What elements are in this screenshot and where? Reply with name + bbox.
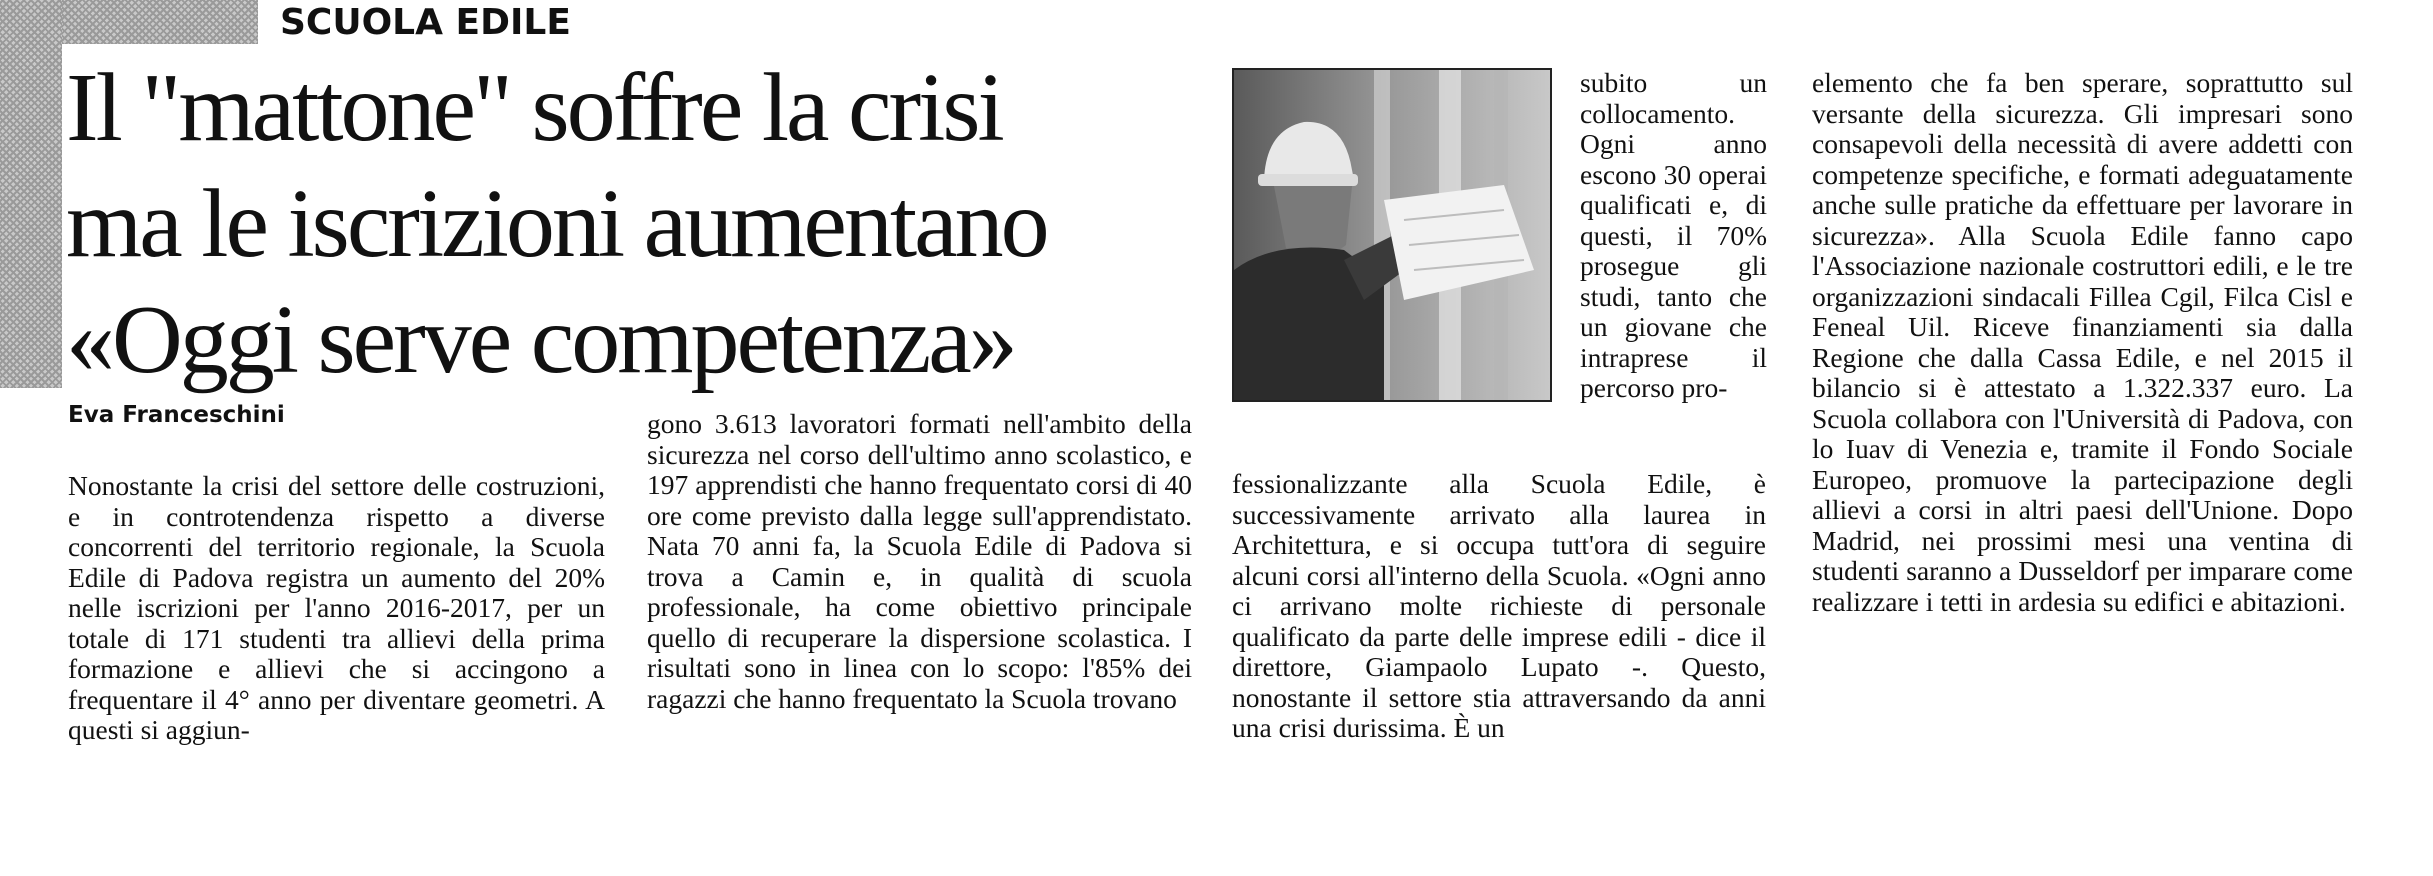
headline bbox=[66, 50, 1206, 398]
column-3-bottom-text: fessionalizzante alla Scuola Edile, è successivamente arrivato alla laurea in Architettura, e si occupa tutt'ora di seguire alcuni corsi all'interno della Scuola. «Ogni anno ci arrivano molte richieste di personale qualificato da parte delle imprese edili - dice il direttore, Giampaolo Lupato -. Questo, nonostante il settore stia attraversando da anni una crisi durissima. È un bbox=[1232, 468, 1766, 743]
section-label: SCUOLA EDILE bbox=[280, 2, 571, 43]
byline: Eva Franceschini bbox=[68, 402, 285, 428]
column-4-text: elemento che fa ben sperare, soprattutto sul versante della sicurezza. Gli impresari sono consapevoli della necessità di avere addetti con competenze specifiche, e formati adeguatamente anche sulle pratiche da effettuare per lavorare in sicurezza». Alla Scuola Edile fanno capo l'Associazione nazionale costruttori edili, e le tre organizzazioni sindacali Fillea Cgil, Filca Cisl e Feneal Uil. Riceve finanziamenti sia dalla Regione che dalla Cassa Edile, e nel 2015 il bilancio si è attestato a 1.322.337 euro. La Scuola collabora con l'Università di Padova, con lo Iuav di Venezia e, tramite il Fondo Sociale Europeo, promuove la partecipazione degli allievi a corsi in altri paesi dell'Unione. Dopo Madrid, nei prossimi mesi una ventina di studenti saranno a Dusseldorf per imparare come realizzare i tetti in ardesia su edifici e abitazioni. bbox=[1812, 67, 2353, 617]
article-column-4 bbox=[1812, 68, 2353, 617]
column-3-top-text: subito un collocamento. Ogni anno escono 30 operai qualificati e, di questi, il 70% prosegue gli studi, tanto che un giovane che intraprese il percorso pro- bbox=[1580, 67, 1767, 403]
column-1-text: Nonostante la crisi del settore delle costruzioni, e in controtendenza rispetto a diverse concorrenti del territorio regionale, la Scuola Edile di Padova registra un aumento del 20% nelle iscrizioni per l'anno 2016-2017, per un totale di 171 studenti tra allievi della prima formazione e allievi che si accingono a frequentare il 4° anno per diventare geometri. A questi si aggiun- bbox=[68, 470, 605, 745]
column-2-text: gono 3.613 lavoratori formati nell'ambito della sicurezza nel corso dell'ultimo anno scolastico, e 197 apprendisti che hanno frequentato corsi di 40 ore come previsto dalla legge sull'apprendistato. Nata 70 anni fa, la Scuola Edile di Padova si trova a Camin e, in qualità di scuola professionale, ha come obiettivo principale quello di recuperare la dispersione scolastica. I risultati sono in linea con lo scopo: l'85% dei ragazzi che hanno frequentato la Scuola trovano bbox=[647, 408, 1192, 714]
article-column-3-bottom bbox=[1232, 469, 1766, 744]
section-hatch-band bbox=[62, 0, 258, 44]
article-column-2 bbox=[647, 409, 1192, 714]
decorative-hatch-bar bbox=[0, 0, 62, 388]
headline-line-3: «Oggi serve competenza» bbox=[66, 286, 1015, 394]
construction-worker-photo bbox=[1232, 68, 1552, 402]
article-column-3-top bbox=[1580, 68, 1767, 404]
article-column-1 bbox=[68, 471, 605, 746]
headline-line-1: Il "mattone" soffre la crisi bbox=[66, 54, 1002, 162]
headline-line-2: ma le iscrizioni aumentano bbox=[66, 170, 1047, 278]
